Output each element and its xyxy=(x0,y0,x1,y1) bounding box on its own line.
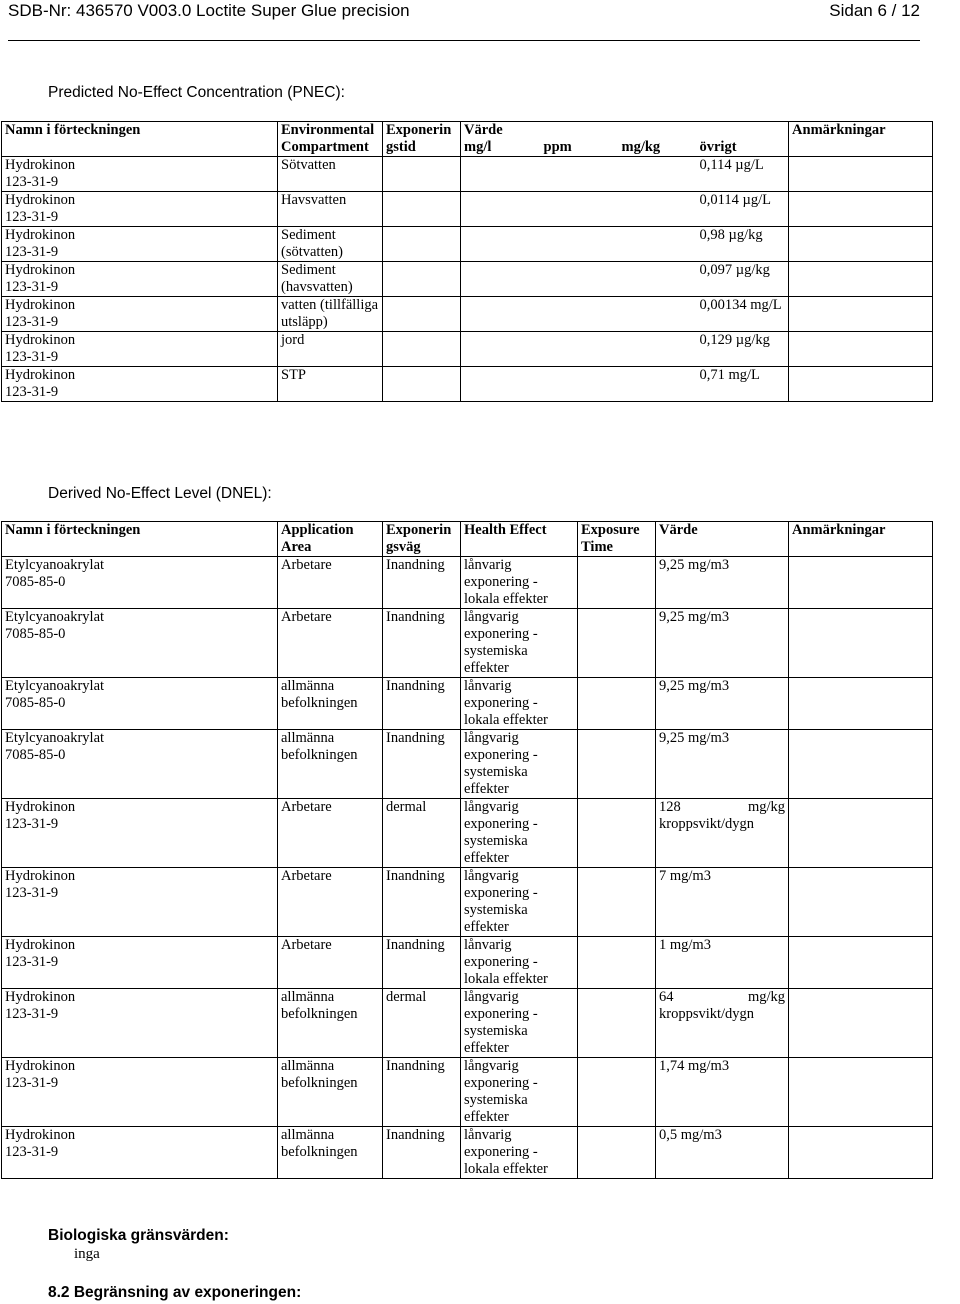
substance-name: Etylcyanoakrylat xyxy=(5,678,105,694)
substance-cell xyxy=(2,367,278,402)
cas-number: 7085-85-0 xyxy=(5,695,66,711)
route-cell: Inandning xyxy=(383,937,461,989)
value-cell xyxy=(656,1127,789,1179)
exposure-time-cell xyxy=(578,989,656,1058)
value-line: 9,25 mg/m3 xyxy=(659,557,730,573)
value-line xyxy=(659,989,785,1006)
remarks-cell xyxy=(789,157,933,192)
dnel-row xyxy=(2,557,933,609)
route-cell: Inandning xyxy=(383,1127,461,1179)
cas-number: 123-31-9 xyxy=(5,1144,59,1160)
value-cell: 0,0114 µg/L xyxy=(697,192,789,227)
value-cell xyxy=(656,557,789,609)
value-cell: 0,097 µg/kg xyxy=(697,262,789,297)
bio-limits-title: Biologiska gränsvärden: xyxy=(48,1227,229,1244)
substance-name: Hydrokinon xyxy=(5,989,76,1005)
substance-name: Hydrokinon xyxy=(5,1127,76,1143)
cas-number: 7085-85-0 xyxy=(5,747,66,763)
substance-cell xyxy=(2,799,278,868)
cas-number: 123-31-9 xyxy=(5,1006,59,1022)
value-empty-cell xyxy=(461,297,697,332)
route-cell: dermal xyxy=(383,989,461,1058)
compartment-cell: Sediment (havsvatten) xyxy=(278,262,383,297)
area-cell: Arbetare xyxy=(278,557,383,609)
value-cell xyxy=(656,868,789,937)
area-cell: allmänna befolkningen xyxy=(278,678,383,730)
substance-cell xyxy=(2,557,278,609)
route-cell: Inandning xyxy=(383,609,461,678)
area-cell: Arbetare xyxy=(278,799,383,868)
value-number: 64 xyxy=(659,989,674,1005)
route-cell: Inandning xyxy=(383,1058,461,1127)
effect-cell: långvarig exponering - systemiska effekter xyxy=(461,609,578,678)
value-empty-cell xyxy=(461,192,697,227)
pnec-row xyxy=(2,192,933,227)
pnec-header-name: Namn i förteckningen xyxy=(2,122,278,157)
compartment-cell: Havsvatten xyxy=(278,192,383,227)
value-empty-cell xyxy=(461,157,697,192)
exposure-time-cell xyxy=(578,799,656,868)
pnec-sub-ppm: ppm xyxy=(541,139,619,157)
section-8-2-title: 8.2 Begränsning av exponeringen: xyxy=(48,1284,302,1301)
pnec-header-value: Värde xyxy=(461,122,789,140)
time-cell xyxy=(383,367,461,402)
substance-name: Hydrokinon xyxy=(5,297,76,313)
cas-number: 123-31-9 xyxy=(5,314,59,330)
dnel-row xyxy=(2,730,933,799)
dnel-row xyxy=(2,799,933,868)
effect-cell: lånvarig exponering - lokala effekter xyxy=(461,557,578,609)
substance-name: Hydrokinon xyxy=(5,262,76,278)
pnec-header-compartment: Environmental Compartment xyxy=(278,122,383,157)
dnel-header-effect: Health Effect xyxy=(461,522,578,557)
time-cell xyxy=(383,262,461,297)
substance-name: Hydrokinon xyxy=(5,332,76,348)
dnel-row xyxy=(2,937,933,989)
value-cell xyxy=(656,678,789,730)
pnec-row xyxy=(2,262,933,297)
value-line: 9,25 mg/m3 xyxy=(659,609,730,625)
value-line: 9,25 mg/m3 xyxy=(659,730,730,746)
cas-number: 123-31-9 xyxy=(5,954,59,970)
substance-name: Etylcyanoakrylat xyxy=(5,609,105,625)
effect-cell: långvarig exponering - systemiska effekter xyxy=(461,730,578,799)
value-line: 9,25 mg/m3 xyxy=(659,678,730,694)
substance-cell xyxy=(2,937,278,989)
value-line: 7 mg/m3 xyxy=(659,868,711,884)
remarks-cell xyxy=(789,678,933,730)
value-line: 0,5 mg/m3 xyxy=(659,1127,722,1143)
remarks-cell xyxy=(789,297,933,332)
remarks-cell xyxy=(789,227,933,262)
compartment-cell: Sötvatten xyxy=(278,157,383,192)
remarks-cell xyxy=(789,192,933,227)
pnec-header-time: Exponeringstid xyxy=(383,122,461,157)
value-cell xyxy=(656,799,789,868)
page-header xyxy=(8,0,920,28)
pnec-table xyxy=(1,121,933,402)
cas-number: 123-31-9 xyxy=(5,279,59,295)
remarks-cell xyxy=(789,262,933,297)
dnel-body xyxy=(2,557,933,1179)
area-cell: Arbetare xyxy=(278,937,383,989)
remarks-cell xyxy=(789,1127,933,1179)
substance-name: Hydrokinon xyxy=(5,192,76,208)
route-cell: Inandning xyxy=(383,678,461,730)
cas-number: 123-31-9 xyxy=(5,174,59,190)
substance-name: Hydrokinon xyxy=(5,1058,76,1074)
area-cell: Arbetare xyxy=(278,868,383,937)
value-number: 128 xyxy=(659,799,681,815)
substance-cell xyxy=(2,868,278,937)
effect-cell: långvarig exponering - systemiska effekter xyxy=(461,799,578,868)
pnec-body xyxy=(2,157,933,402)
substance-cell xyxy=(2,730,278,799)
pnec-header-row xyxy=(2,122,933,140)
substance-name: Hydrokinon xyxy=(5,937,76,953)
value-line: 1 mg/m3 xyxy=(659,937,711,953)
cas-number: 123-31-9 xyxy=(5,1075,59,1091)
remarks-cell xyxy=(789,557,933,609)
remarks-cell xyxy=(789,868,933,937)
pnec-title: Predicted No-Effect Concentration (PNEC): xyxy=(48,84,345,101)
exposure-time-cell xyxy=(578,1127,656,1179)
pnec-sub-other: övrigt xyxy=(697,139,789,157)
route-cell: Inandning xyxy=(383,730,461,799)
pnec-row xyxy=(2,227,933,262)
time-cell xyxy=(383,227,461,262)
compartment-cell: vatten (tillfälliga utsläpp) xyxy=(278,297,383,332)
remarks-cell xyxy=(789,332,933,367)
time-cell xyxy=(383,297,461,332)
pnec-row xyxy=(2,157,933,192)
cas-number: 123-31-9 xyxy=(5,885,59,901)
dnel-row xyxy=(2,678,933,730)
time-cell xyxy=(383,332,461,367)
value-line: 1,74 mg/m3 xyxy=(659,1058,730,1074)
value-cell: 0,114 µg/L xyxy=(697,157,789,192)
pnec-sub-mgkg: mg/kg xyxy=(619,139,697,157)
bio-limits-value: inga xyxy=(74,1246,100,1262)
value-cell: 0,129 µg/kg xyxy=(697,332,789,367)
area-cell: allmänna befolkningen xyxy=(278,989,383,1058)
pnec-row xyxy=(2,367,933,402)
value-cell xyxy=(656,730,789,799)
cas-number: 123-31-9 xyxy=(5,349,59,365)
substance-cell xyxy=(2,297,278,332)
dnel-title: Derived No-Effect Level (DNEL): xyxy=(48,485,272,502)
exposure-time-cell xyxy=(578,730,656,799)
document-id: SDB-Nr: 436570 V003.0 Loctite Super Glue precision xyxy=(8,1,410,20)
value-cell xyxy=(656,989,789,1058)
remarks-cell xyxy=(789,799,933,868)
remarks-cell xyxy=(789,609,933,678)
value-cell xyxy=(656,609,789,678)
cas-number: 7085-85-0 xyxy=(5,626,66,642)
dnel-header-value: Värde xyxy=(656,522,789,557)
dnel-header-remarks: Anmärkningar xyxy=(789,522,933,557)
area-cell: allmänna befolkningen xyxy=(278,1058,383,1127)
value-empty-cell xyxy=(461,262,697,297)
page-number: Sidan 6 / 12 xyxy=(829,1,920,20)
substance-cell xyxy=(2,1058,278,1127)
route-cell: Inandning xyxy=(383,868,461,937)
value-line xyxy=(659,799,785,816)
substance-cell xyxy=(2,332,278,367)
value-cell: 0,00134 mg/L xyxy=(697,297,789,332)
pnec-row xyxy=(2,297,933,332)
value-cell: 0,71 mg/L xyxy=(697,367,789,402)
header-rule xyxy=(8,40,920,41)
dnel-row xyxy=(2,1058,933,1127)
value-unit: mg/kg xyxy=(747,799,785,815)
substance-name: Hydrokinon xyxy=(5,868,76,884)
value-empty-cell xyxy=(461,227,697,262)
value-unit-line: kroppsvikt/dygn xyxy=(659,1006,755,1022)
effect-cell: lånvarig exponering - lokala effekter xyxy=(461,937,578,989)
value-cell xyxy=(656,1058,789,1127)
dnel-row xyxy=(2,989,933,1058)
dnel-header-route: Exponeringsväg xyxy=(383,522,461,557)
cas-number: 123-31-9 xyxy=(5,384,59,400)
remarks-cell xyxy=(789,1058,933,1127)
route-cell: dermal xyxy=(383,799,461,868)
effect-cell: långvarig exponering - systemiska effekter xyxy=(461,868,578,937)
substance-name: Etylcyanoakrylat xyxy=(5,557,105,573)
dnel-row xyxy=(2,609,933,678)
effect-cell: lånvarig exponering - lokala effekter xyxy=(461,678,578,730)
substance-name: Hydrokinon xyxy=(5,799,76,815)
dnel-header-time: Exposure Time xyxy=(578,522,656,557)
dnel-header-name: Namn i förteckningen xyxy=(2,522,278,557)
cas-number: 123-31-9 xyxy=(5,244,59,260)
remarks-cell xyxy=(789,937,933,989)
effect-cell: lånvarig exponering - lokala effekter xyxy=(461,1127,578,1179)
pnec-row xyxy=(2,332,933,367)
value-unit: mg/kg xyxy=(747,989,785,1005)
dnel-row xyxy=(2,1127,933,1179)
area-cell: Arbetare xyxy=(278,609,383,678)
substance-cell xyxy=(2,262,278,297)
route-cell: Inandning xyxy=(383,557,461,609)
cas-number: 123-31-9 xyxy=(5,209,59,225)
value-cell: 0,98 µg/kg xyxy=(697,227,789,262)
compartment-cell: Sediment (sötvatten) xyxy=(278,227,383,262)
effect-cell: långvarig exponering - systemiska effekter xyxy=(461,1058,578,1127)
substance-cell xyxy=(2,1127,278,1179)
dnel-table xyxy=(1,521,933,1179)
area-cell: allmänna befolkningen xyxy=(278,1127,383,1179)
remarks-cell xyxy=(789,730,933,799)
substance-cell xyxy=(2,678,278,730)
value-empty-cell xyxy=(461,332,697,367)
value-empty-cell xyxy=(461,367,697,402)
compartment-cell: STP xyxy=(278,367,383,402)
substance-name: Etylcyanoakrylat xyxy=(5,730,105,746)
exposure-time-cell xyxy=(578,1058,656,1127)
pnec-sub-mgl: mg/l xyxy=(461,139,541,157)
cas-number: 7085-85-0 xyxy=(5,574,66,590)
effect-cell: långvarig exponering - systemiska effekter xyxy=(461,989,578,1058)
substance-cell xyxy=(2,227,278,262)
exposure-time-cell xyxy=(578,609,656,678)
dnel-header-row xyxy=(2,522,933,557)
time-cell xyxy=(383,192,461,227)
exposure-time-cell xyxy=(578,937,656,989)
substance-cell xyxy=(2,609,278,678)
exposure-time-cell xyxy=(578,678,656,730)
remarks-cell xyxy=(789,989,933,1058)
dnel-row xyxy=(2,868,933,937)
cas-number: 123-31-9 xyxy=(5,816,59,832)
substance-name: Hydrokinon xyxy=(5,227,76,243)
time-cell xyxy=(383,157,461,192)
area-cell: allmänna befolkningen xyxy=(278,730,383,799)
substance-cell xyxy=(2,192,278,227)
substance-cell xyxy=(2,157,278,192)
remarks-cell xyxy=(789,367,933,402)
dnel-header-area: Application Area xyxy=(278,522,383,557)
value-unit-line: kroppsvikt/dygn xyxy=(659,816,755,832)
pnec-header-remarks: Anmärkningar xyxy=(789,122,933,157)
exposure-time-cell xyxy=(578,868,656,937)
substance-name: Hydrokinon xyxy=(5,157,76,173)
compartment-cell: jord xyxy=(278,332,383,367)
value-cell xyxy=(656,937,789,989)
substance-name: Hydrokinon xyxy=(5,367,76,383)
exposure-time-cell xyxy=(578,557,656,609)
substance-cell xyxy=(2,989,278,1058)
